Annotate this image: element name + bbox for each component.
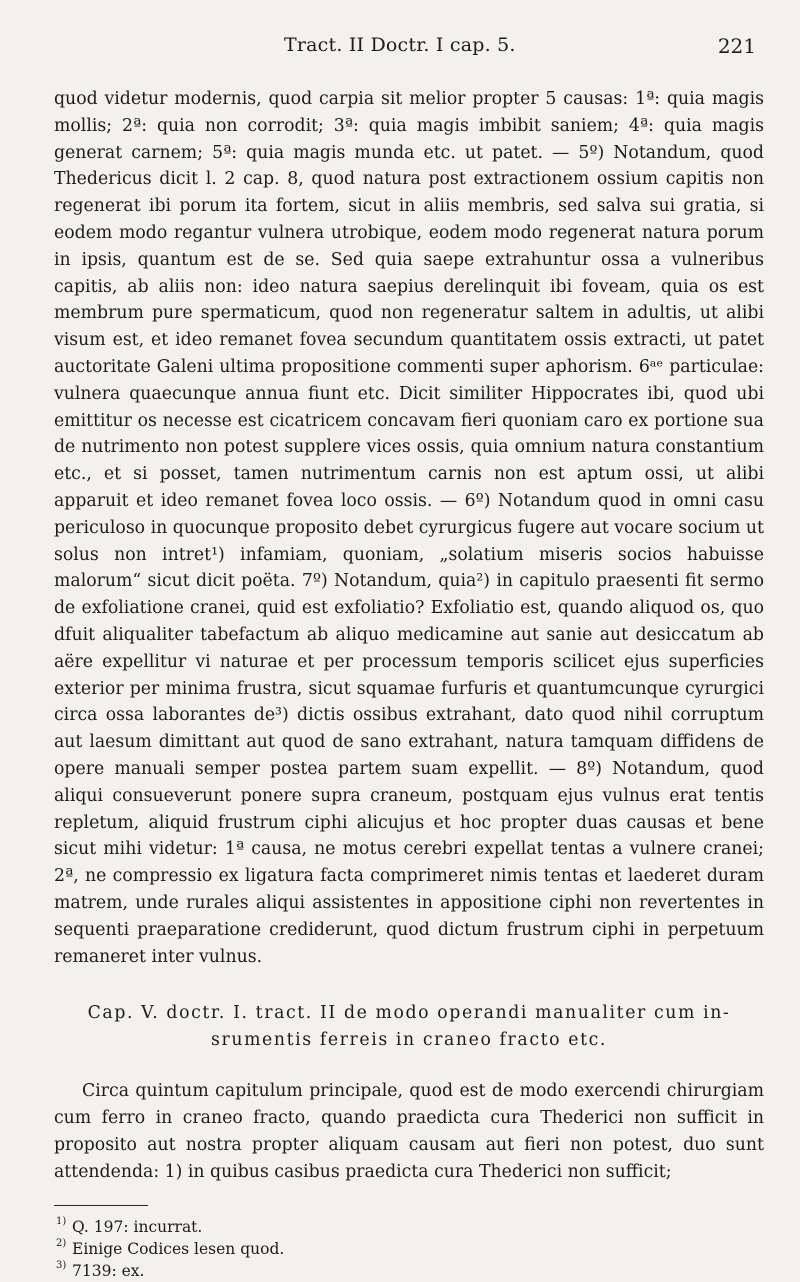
footnote-text: Einige Codices lesen quod. bbox=[72, 1240, 285, 1259]
main-text-block bbox=[54, 86, 764, 970]
footnote-marker: 2) bbox=[56, 1238, 67, 1250]
footnote-marker: 3) bbox=[56, 1260, 67, 1272]
chapter-heading-line-2: srumentis ferreis in craneo fracto etc. bbox=[211, 1030, 607, 1051]
running-header bbox=[54, 34, 764, 68]
footnote-item bbox=[54, 1238, 764, 1260]
footnote-text: Q. 197: incurrat. bbox=[72, 1218, 203, 1237]
footnote-marker: 1) bbox=[56, 1216, 67, 1228]
footnotes bbox=[54, 1216, 764, 1282]
chapter-opening-paragraph: Circa quintum capitulum principale, quod est de modo exercendi chirurgiam cum ferro in craneo fracto, quando praedicta cura Thederici non sufficit in proposito aut nostra propter aliquam causam aut fieri non potest, duo sunt attendenda: 1) in quibus casibus praedicta cura Thederici non sufficit; bbox=[54, 1081, 764, 1182]
chapter-heading-line-1: Cap. V. doctr. I. tract. II de modo operandi manualiter cum in- bbox=[87, 1003, 731, 1024]
footnote-item bbox=[54, 1216, 764, 1238]
page-header-title: Tract. II Doctr. I cap. 5. bbox=[284, 34, 516, 56]
page-number: 221 bbox=[717, 34, 756, 58]
footnote-text: 7139: ex. bbox=[72, 1262, 145, 1281]
footnote-item bbox=[54, 1260, 764, 1282]
footnote-divider bbox=[54, 1205, 148, 1206]
main-paragraph: quod videtur modernis, quod carpia sit melior propter 5 causas: 1ª: quia magis mollis; 2ª: quia non corrodit; 3ª: quia magis imbibit saniem; 4ª: quia magis generat carnem; 5ª: quia magis munda etc. ut patet. — 5º) Notandum, quod Thedericus dicit l. 2 cap. 8, quod natura post extractionem ossium capitis non regenerat ibi porum ita fortem, sicut in aliis membris, sed salva sui gratia, si eodem modo regantur vulnera utrobique, eodem modo regenerat natura porum in ipsis, quantum est de se. Sed quia saepe extrahuntur ossa a vulneribus capitis, ab aliis non: ideo natura saepius derelinquit ibi foveam, quia os est membrum pure spermaticum, quod non regeneratur saltem in adultis, ut alibi visum est, et ideo remanet fovea secundum quantitatem ossis extracti, ut patet auctoritate Galeni ultima propositione commenti super aphorism. 6ᵃᵉ particulae: vulnera quaecunque annua fiunt etc. Dicit similiter Hippocrates ibi, quod ubi emittitur os necesse est cicatricem concavam fieri quoniam caro ex portione sua de nutrimento non potest supplere vices ossis, quia omnium natura constantium etc., et si posset, tamen nutrimentum carnis non est aptum ossi, ut alibi apparuit et ideo remanet fovea loco ossis. — 6º) Notandum quod in omni casu periculoso in quocunque proposito debet cyrurgicus fugere aut vocare socium ut solus non intret¹) infamiam, quoniam, „solatium miseris socios habuisse malorum“ sicut dicit poëta. 7º) Notandum, quia²) in capitulo praesenti fit sermo de exfoliatione cranei, quid est exfoliatio? Exfoliatio est, quando aliquod os, quo dfuit aliqualiter tabefactum ab aliquo medicamine aut sanie aut desiccatum ab aëre expellitur vi naturae et per processum temporis scilicet ejus superficies exterior per minima frustra, sicut squamae furfuris et quantumcunque cyrurgici circa ossa laborantes de³) dictis ossibus extrahant, dato quod nihil corruptum aut laesum dimittant aut quod de sano extrahant, natura tamquam diffidens de opere manuali semper postea partem suam expellit. — 8º) Notandum, quod aliqui consueverunt ponere supra craneum, postquam ejus vulnus erat tentis repletum, aliquid frustrum ciphi alicujus et hoc propter duas causas et bene sicut mihi videtur: 1ª causa, ne motus cerebri expellat tentas a vulnere cranei; 2ª, ne compressio ex ligatura facta comprimeret nimis tentas et laederet duram matrem, unde rurales aliqui assistentes in appositione ciphi non revertentes in sequenti praeparatione crediderunt, quod dictum frustrum ciphi in perpetuum remaneret inter vulnus. bbox=[54, 89, 764, 967]
chapter-heading bbox=[54, 1000, 764, 1054]
